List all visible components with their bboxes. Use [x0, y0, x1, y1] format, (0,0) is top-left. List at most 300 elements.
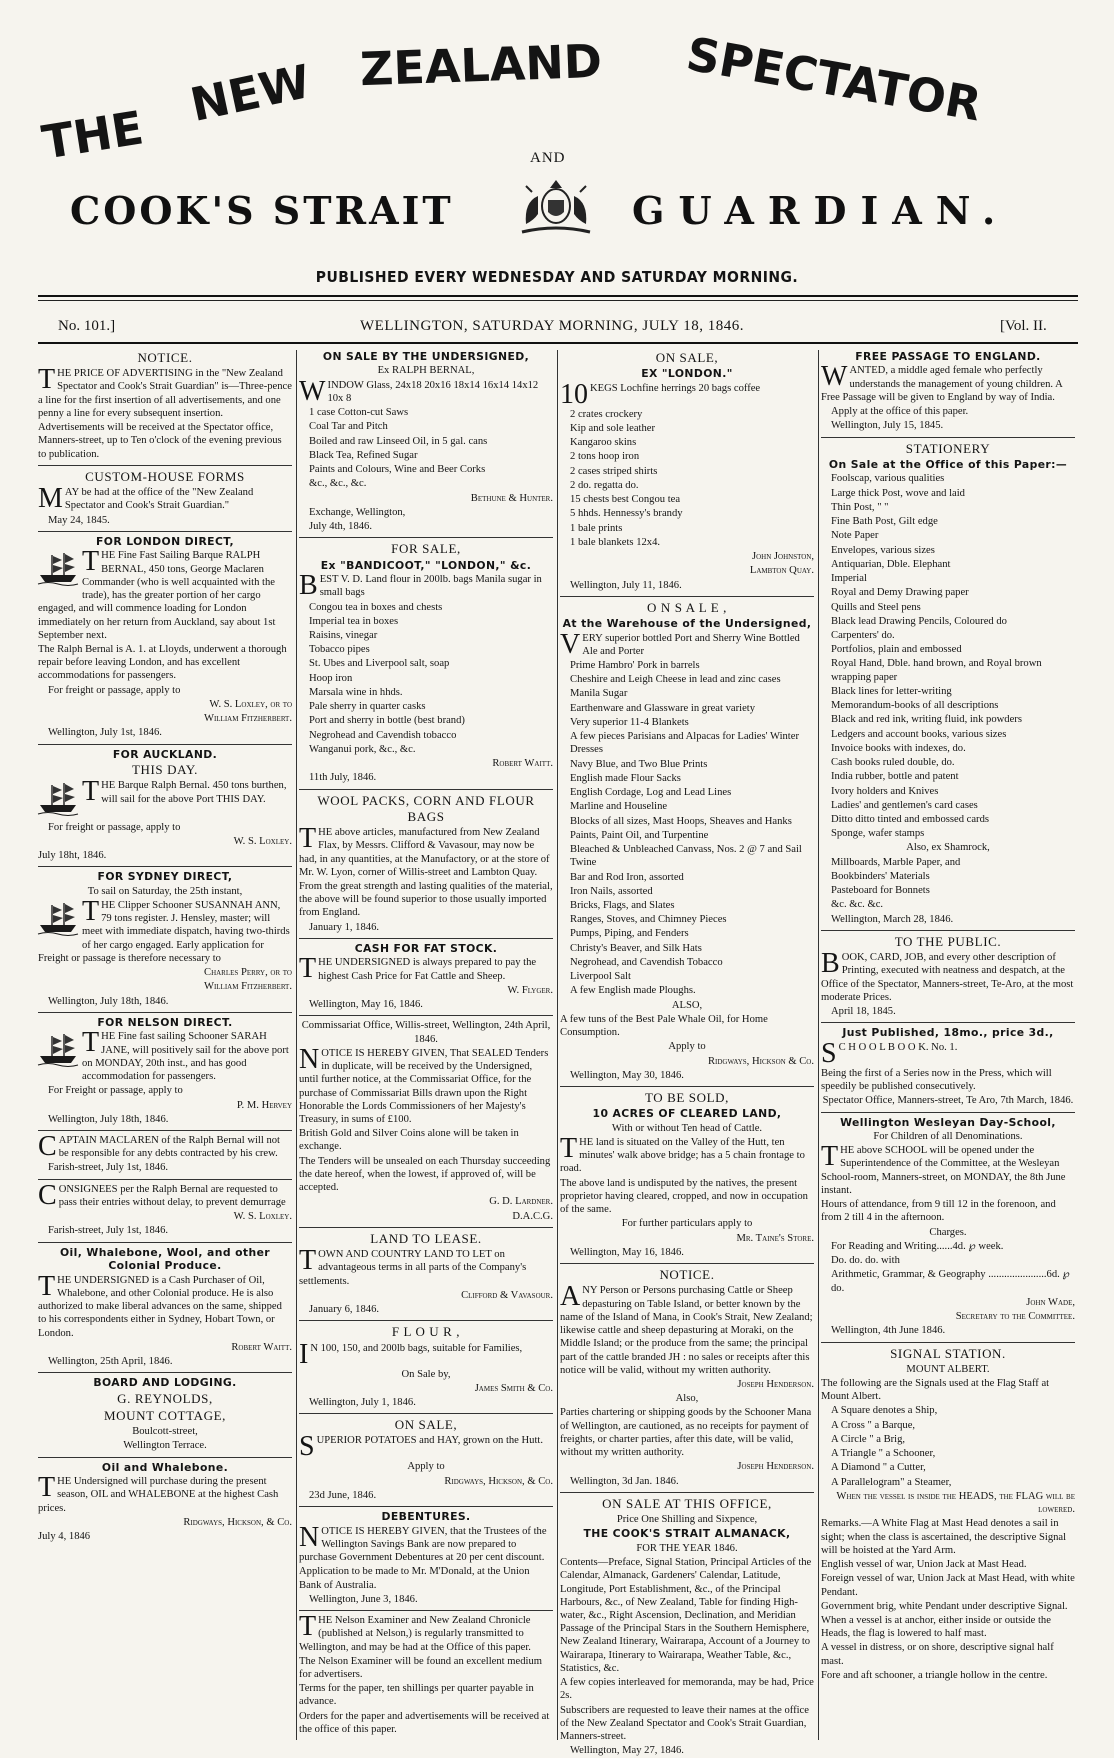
column-2 — [299, 350, 553, 1740]
advertisement-body — [299, 375, 553, 407]
item-line: Pasteboard for Bonnets — [831, 885, 930, 897]
section-divider — [299, 1610, 553, 1611]
item-line: Negrohead, and Cavendish Tobacco — [570, 956, 723, 968]
item-line: A Square denotes a Ship, — [831, 1405, 938, 1417]
item-line: Portfolios, plain and embossed — [831, 644, 962, 656]
item-line: Wellington, July 1st, 1846. — [48, 727, 162, 739]
advertisement-text: N 100, 150, and 200lb bags, suitable for Families, — [310, 1342, 523, 1354]
publication-schedule: PUBLISHED EVERY WEDNESDAY AND SATURDAY MORNING. — [315, 268, 799, 286]
item-line: &c., &c., &c. — [309, 478, 367, 490]
item-line: 1 bale blankets 12x4. — [570, 536, 661, 548]
paragraph: The Tenders will be unsealed on each Thursday succeeding the date hereof, when the lowest, if approved of, will be accepted. — [299, 1155, 551, 1194]
advertisement-heading: MOUNT COTTAGE, — [104, 1407, 226, 1423]
centered-line: For further particulars apply to — [621, 1218, 753, 1230]
advertisement-body — [299, 1245, 553, 1288]
signature-line: Charles Perry, or to — [204, 967, 292, 979]
item-line: Bookbinders' Materials — [831, 870, 930, 882]
paragraph: Fore and aft schooner, a triangle hollow in the centre. — [821, 1669, 1048, 1681]
drop-cap: 10 — [560, 378, 588, 410]
drop-cap: W — [299, 375, 326, 407]
item-line: Manila Sugar — [570, 688, 628, 700]
advertisement-text: UPERIOR POTATOES and HAY, grown on the Hutt. — [316, 1435, 544, 1447]
section-divider — [821, 1342, 1075, 1343]
section-divider — [38, 866, 292, 867]
volume-number: [Vol. II. — [1000, 318, 1047, 334]
item-line: Boiled and raw Linseed Oil, in 5 gal. cans — [309, 435, 488, 447]
item-line: 11th July, 1846. — [309, 772, 377, 784]
item-line: Wellington, May 30, 1846. — [570, 1069, 684, 1081]
advertisement-heading: On Sale at the Office of this Paper:— — [828, 457, 1068, 471]
paragraph: Hours of attendance, from 9 till 12 in the forenoon, and from 2 till 4 in the afternoon. — [821, 1199, 1056, 1224]
drop-cap: T — [38, 364, 56, 396]
item-line: 2 crates crockery — [570, 408, 643, 420]
paragraph: English vessel of war, Union Jack at Mast Head. — [821, 1559, 1027, 1571]
item-line: A few English made Ploughs. — [570, 985, 696, 997]
advertisement-text: HE Undersigned will purchase during the present season, OIL and WHALEBONE at the highest Cash prices. — [38, 1476, 279, 1514]
dateline — [0, 318, 1114, 340]
centered-line: Wellington Terrace. — [123, 1440, 207, 1452]
drop-cap: T — [38, 1472, 56, 1504]
centered-line: FOR THE YEAR 1846. — [636, 1542, 738, 1554]
signature-line: Clifford & Vavasour. — [461, 1289, 553, 1301]
masthead-rule — [38, 295, 1078, 297]
advertisement-heading: ON SALE, — [655, 350, 719, 365]
item-line: Tobacco pipes — [309, 644, 370, 656]
advertisement-text: OTICE IS HEREBY GIVEN, that the Trustees of the Wellington Savings Bank are now prepared to purchase Government Debentures at 20 per cent discount. — [299, 1525, 547, 1564]
advertisement-heading: TO THE PUBLIC. — [894, 933, 1002, 949]
masthead-and: AND — [530, 150, 566, 166]
item-line: Wellington, July 15, 1845. — [831, 420, 944, 432]
item-line: Foolscap, various qualities — [831, 473, 945, 485]
section-divider — [38, 1372, 292, 1373]
section-divider — [299, 1320, 553, 1321]
centered-line: Apply to — [668, 1041, 706, 1053]
item-line: Ditto ditto tinted and embossed cards — [831, 814, 989, 826]
section-divider — [38, 1179, 292, 1180]
item-line: Iron Nails, assorted — [570, 885, 653, 897]
paragraph: A vessel in distress, or on shore, descriptive signal half mast. — [821, 1642, 1054, 1667]
centered-line: Boulcott-street, — [132, 1426, 198, 1438]
sailing-ship-icon — [38, 1032, 78, 1070]
advertisement-text: ERY superior bottled Port and Sherry Wine Bottled Ale and Porter — [582, 632, 800, 657]
masthead-word-spectator: SPECTATOR — [682, 26, 986, 132]
advertisement-heading: SIGNAL STATION. — [890, 1345, 1006, 1361]
advertisement-heading: NOTICE. — [659, 1267, 715, 1283]
item-line: Paints and Colours, Wine and Beer Corks — [309, 464, 486, 476]
advertisement-body — [299, 1521, 553, 1565]
drop-cap: B — [299, 570, 318, 602]
masthead — [0, 0, 1114, 233]
advertisement-body — [560, 1281, 814, 1377]
item-line: A Cross " a Barque, — [831, 1419, 916, 1431]
advertisement-body — [560, 628, 814, 660]
item-line: Christy's Beaver, and Silk Hats — [570, 942, 702, 954]
columns — [38, 350, 1078, 1757]
advertisement-body — [299, 1338, 553, 1370]
signature-line: William Fitzherbert. — [203, 713, 292, 725]
signature-line: W. S. Loxley. — [233, 1211, 292, 1223]
item-line: Royal Hand, Dble. hand brown, and Royal brown wrapping paper — [831, 658, 1042, 683]
ship-advertisement — [38, 776, 292, 819]
paragraph: Remarks.—A White Flag at Mast Head denotes a sail in sight; when the class is ascertained, the descriptive Signal will be hoisted at the Yard Arm. — [821, 1518, 1067, 1556]
signature-line: When the vessel is inside the HEADS, the FLAG will be lowered. — [836, 1490, 1075, 1516]
item-line: 1 case Cotton-cut Saws — [309, 407, 409, 419]
item-line: July 4th, 1846. — [309, 521, 372, 533]
item-line: Wellington, March 28, 1846. — [831, 913, 954, 925]
drop-cap: M — [38, 483, 63, 515]
paragraph: Being the first of a Series now in the Press, which will speedily be published consecutively. — [821, 1067, 1052, 1093]
drop-cap: W — [821, 361, 848, 393]
signature-line: G. D. Lardner. — [489, 1196, 553, 1208]
advertisement-body — [299, 1043, 553, 1126]
advertisement-text: HE Clipper Schooner SUSANNAH ANN, 79 tons register. J. Hensley, master; will meet with immediate dispatch, having two-thirds of her cargo engaged. Early application for Freight or passage is therefore necessary to — [38, 900, 290, 964]
advertisement-heading: FOR SYDNEY DIRECT, — [97, 870, 233, 884]
drop-cap: A — [560, 1281, 581, 1313]
section-divider — [299, 938, 553, 939]
advertisement-heading: G. REYNOLDS, — [117, 1390, 213, 1406]
sailing-ship-icon — [38, 551, 78, 589]
advertisement-heading: STATIONERY — [905, 440, 991, 456]
section-divider — [299, 1506, 553, 1507]
paragraph: A few copies interleaved for memoranda, may be had, Price 2s. — [560, 1677, 814, 1702]
centered-line: Commissariat Office, Willis-street, Wellington, 24th April, 1846. — [301, 1020, 551, 1045]
drop-cap: S — [299, 1431, 315, 1463]
item-line: Wellington, 3d Jan. 1846. — [570, 1475, 679, 1487]
advertisement-heading: FOR NELSON DIRECT. — [97, 1015, 233, 1029]
paragraph: A few tuns of the Best Pale Whale Oil, for Home Consumption. — [560, 1013, 768, 1039]
drop-cap: N — [299, 1043, 320, 1075]
item-line: 2 tons hoop iron — [570, 451, 640, 463]
drop-cap: C — [38, 1179, 57, 1211]
item-line: Wellington, July 1, 1846. — [309, 1397, 416, 1408]
item-line: Port and sherry in bottle (best brand) — [309, 715, 465, 727]
advertisement-text: KEGS Lochfine herrings 20 bags coffee — [590, 382, 761, 394]
advertisement-heading: DEBENTURES. — [381, 1510, 471, 1524]
item-line: For freight or passage, apply to — [48, 684, 181, 696]
item-line: Exchange, Wellington, — [309, 506, 406, 518]
item-line: Bleached & Unbleached Canvass, Nos. 2 @ 7 and Sail Twine — [570, 844, 802, 869]
item-line: Paints, Paint Oil, and Turpentine — [570, 829, 709, 841]
item-line: Large thick Post, wove and laid — [831, 487, 965, 499]
item-line: Note Paper — [831, 530, 879, 542]
item-line: Wellington, May 16, 1846. — [570, 1246, 684, 1258]
drop-cap: B — [821, 948, 840, 980]
item-line: Wellington, May 27, 1846. — [570, 1745, 684, 1757]
advertisement-body — [299, 1611, 553, 1654]
item-line: Prime Hambro' Pork in barrels — [570, 659, 700, 671]
item-line: Congou tea in boxes and chests — [309, 601, 443, 613]
drop-cap: T — [299, 953, 317, 985]
advertisement-heading: 10 ACRES OF CLEARED LAND, — [592, 1107, 782, 1121]
issue-number: No. 101.] — [58, 318, 116, 334]
item-line: 2 do. regatta do. — [570, 479, 639, 491]
item-line: 2 cases striped shirts — [570, 465, 658, 477]
paragraph: British Gold and Silver Coins alone will be taken in exchange. — [299, 1128, 519, 1153]
masthead-cooks-strait: COOK'S STRAIT — [70, 188, 454, 233]
signature-line: Ridgways, Hickson, & Co. — [183, 1516, 292, 1528]
signature-line: Robert Waitt. — [231, 1341, 292, 1353]
item-line: Arithmetic, Grammar, & Geography ......................6d. ℘ do. — [831, 1269, 1070, 1294]
drop-cap: T — [82, 776, 100, 808]
section-divider — [38, 1012, 292, 1013]
advertisement-heading: NOTICE. — [137, 350, 193, 365]
advertisement-text: OTICE IS HEREBY GIVEN, That SEALED Tenders in duplicate, will be received by the Undersigned, until further notice, at the Commissariat Office, for the purchase of Commissariat Bills drawn upon the Right Honorable the Lords Commissioners of her Majesty's Treasury, in sums of £100. — [299, 1047, 549, 1125]
centered-line: Charges. — [929, 1226, 967, 1238]
advertisement-text: ONSIGNEES per the Ralph Bernal are requested to pass their entries without delay, to prevent demurrage — [58, 1183, 286, 1208]
advertisement-text: AY be had at the office of the "New Zealand Spectator and Cook's Strait Guardian." — [64, 487, 254, 512]
item-line: Liverpool Salt — [570, 971, 631, 983]
signature-line: Ridgways, Hickson & Co. — [707, 1055, 814, 1067]
masthead-rule-thin — [38, 300, 1078, 301]
item-line: A Triangle " a Schooner, — [831, 1448, 936, 1460]
advertisement-body — [38, 1270, 292, 1340]
advertisement-heading: TO BE SOLD, — [644, 1090, 729, 1106]
item-line: Carpenters' do. — [831, 629, 895, 641]
paragraph: Subscribers are requested to leave their names at the office of the New Zealand Spectator and Cook's Strait Guardian, Manners-street. — [560, 1704, 809, 1743]
advertisement-body — [821, 948, 1075, 1004]
masthead-word-the: THE — [38, 100, 147, 170]
item-line: Invoice books with indexes, do. — [831, 742, 966, 754]
advertisement-text: NY Person or Persons purchasing Cattle or Sheep depasturing on Table Island, or better known by the name of the Island of Mana, in Cook's Strait, New Zealand; likewise cattle and sheep depasturing at Moraki, on the Middle Island; or the produce from the same; the principal part of the cattle branded JH : no sales or receipts after this notice will be valid, without my written authority. — [560, 1285, 813, 1376]
centered-line: For Children of all Denominations. — [873, 1130, 1023, 1142]
item-line: Wellington, 25th April, 1846. — [48, 1356, 173, 1368]
signature-line: Secretary to the Committee. — [955, 1311, 1075, 1323]
section-divider — [299, 1413, 553, 1414]
ship-advertisement — [38, 1027, 292, 1083]
advertisement-body — [821, 1037, 1075, 1069]
royal-crest-icon — [508, 174, 604, 240]
advertisement-text: HE Fine Fast Sailing Barque RALPH BERNAL, 450 tons, George Maclaren Commander (who is well acquainted with the trade), has the greater portion of her cargo engaged, and will commence loading for London immediately on her return from Auckland, say about 1st September next. — [38, 550, 276, 641]
item-line: For freight or passage, apply to — [48, 821, 181, 833]
advertisement-text: ANTED, a middle aged female who perfectly understands the management of young children. A Free Passage will be given to England by way of India. — [821, 365, 1063, 403]
item-line: Cheshire and Leigh Cheese in lead and zinc cases — [570, 674, 781, 686]
item-line: Quills and Steel pens — [831, 601, 921, 613]
item-line: 23d June, 1846. — [309, 1489, 377, 1501]
item-line: For Freight or passage, apply to — [48, 1085, 183, 1097]
signature-line: P. M. Hervey — [236, 1099, 292, 1111]
paragraph: Advertisements will be received at the Spectator office, Manners-street, up to Ten o'clock of the evening previous to publication. — [38, 422, 282, 460]
advertisement-heading: Oil and Whalebone. — [101, 1460, 229, 1474]
centered-line: Price One Shilling and Sixpence, — [616, 1514, 758, 1526]
advertisement-text: APTAIN MACLAREN of the Ralph Bernal will not be responsible for any debts contracted by his crew. — [58, 1135, 280, 1160]
paragraph: Contents—Preface, Signal Station, Principal Articles of the Calendar, Almanack, Gardeners' Calendar, Latitude, Longitude, Port Establishment, &c., of the Principal Harbours, &c., of New Zealand, Table for finding High-water, &c., Right Ascension, Declination, and Meridian Passage of the Principal Stars in the Southern Hemisphere, New Zealand Itinerary, Wairarapa, Account of a Journey to Wairarapa, Itinerary to Wairarapa, Weather Table, &c., Statistics, &c. — [560, 1557, 812, 1674]
signature-line: John Johnston, — [751, 551, 814, 563]
paragraph: Government brig, white Pendant under descriptive Signal. — [821, 1600, 1068, 1612]
advertisement-body — [821, 1141, 1075, 1197]
advertisement-heading: THE COOK'S STRAIT ALMANACK, — [583, 1527, 791, 1541]
item-line: Wellington, 4th June 1846. — [831, 1325, 946, 1337]
advertisement-text: HE Fine fast sailing Schooner SARAH JANE, will positively sail for the above port on MONDAY, 20th inst., and has good accommodation for passengers. — [82, 1031, 289, 1083]
drop-cap: T — [82, 896, 100, 927]
drop-cap: T — [82, 546, 100, 578]
advertisement-heading: Just Published, 18mo., price 3d., — [842, 1026, 1054, 1040]
advertisement-body — [560, 378, 814, 410]
signature-line: W. Flyger. — [507, 984, 553, 996]
item-line: Imperial — [831, 573, 867, 585]
item-line: English made Flour Sacks — [570, 772, 681, 784]
advertisement-heading: Oil, Whalebone, Wool, and other Colonial Produce. — [59, 1245, 271, 1273]
column-1 — [38, 350, 292, 1740]
item-line: Memorandum-books of all descriptions — [831, 700, 999, 712]
item-line: A few pieces Parisians and Alpacas for Ladies' Winter Dresses — [570, 731, 799, 756]
item-line: Black Tea, Refined Sugar — [309, 449, 418, 461]
drop-cap: T — [299, 823, 317, 855]
item-line: Blocks of all sizes, Mast Hoops, Sheaves and Hanks — [570, 815, 792, 827]
advertisement-body — [38, 1179, 292, 1211]
item-line: Wellington, June 3, 1846. — [309, 1593, 418, 1605]
advertisement-heading: THIS DAY. — [131, 762, 199, 778]
signature-line: William Fitzherbert. — [203, 981, 292, 993]
issue-date: WELLINGTON, SATURDAY MORNING, JULY 18, 1846. — [360, 318, 744, 334]
item-line: Do. do. do. with — [831, 1255, 900, 1267]
item-line: St. Ubes and Liverpool salt, soap — [309, 658, 450, 670]
item-line: &c. &c. &c. — [831, 899, 884, 911]
item-line: Ranges, Stoves, and Chimney Pieces — [570, 914, 727, 926]
item-line: For Reading and Writing......4d. ℘ week. — [831, 1240, 1004, 1252]
signature-line: John Wade, — [1026, 1296, 1075, 1308]
centered-line: Also, — [675, 1393, 699, 1405]
signature-line: W. S. Loxley, or to — [209, 698, 292, 710]
advertisement-heading: At the Warehouse of the Undersigned, — [562, 617, 812, 631]
advertisement-heading: LAND TO LEASE. — [370, 1230, 482, 1246]
section-divider — [38, 531, 292, 532]
item-line: Bricks, Flags, and Slates — [570, 899, 675, 911]
advertisement-body — [38, 364, 292, 420]
item-line: Raisins, vinegar — [309, 629, 378, 641]
drop-cap: T — [299, 1245, 317, 1277]
advertisement-body — [38, 1131, 292, 1162]
section-divider — [299, 1015, 553, 1016]
item-line: Sponge, wafer stamps — [831, 828, 925, 840]
sailing-ship-icon — [38, 781, 78, 819]
item-line: Ladies' and gentlemen's card cases — [831, 799, 978, 811]
column-3 — [560, 350, 814, 1757]
item-line: Wellington, July 18th, 1846. — [48, 995, 169, 1007]
advertisement-body — [299, 953, 553, 985]
item-line: Fine Bath Post, Gilt edge — [831, 516, 938, 528]
item-line: Earthenware and Glassware in great variety — [570, 702, 756, 714]
item-line: 15 chests best Congou tea — [570, 494, 681, 506]
advertisement-body — [299, 823, 553, 879]
signature-line: W. S. Loxley. — [233, 835, 292, 847]
section-divider — [560, 596, 814, 597]
advertisement-body — [299, 1431, 553, 1463]
masthead-word-new: NEW — [185, 54, 315, 132]
item-line: May 24, 1845. — [48, 514, 110, 526]
advertisement-heading: Ex "BANDICOOT," "LONDON," &c. — [320, 558, 532, 572]
section-divider — [299, 1227, 553, 1228]
signature-line: Joseph Henderson. — [737, 1461, 814, 1473]
sailing-ship-icon — [38, 901, 78, 939]
item-line: English Cordage, Log and Lead Lines — [570, 787, 732, 799]
paragraph: Orders for the paper and advertisements will be received at the office of this paper. — [299, 1710, 550, 1735]
item-line: Marsala wine in hhds. — [309, 686, 403, 698]
item-line: Kangaroo skins — [570, 437, 637, 449]
item-line: Black lead Drawing Pencils, Coloured do — [831, 615, 1007, 627]
item-line: A Diamond " a Cutter, — [831, 1462, 926, 1474]
section-divider — [821, 437, 1075, 438]
paragraph: Foreign vessel of war, Union Jack at Mast Head, with white Pendant. — [821, 1573, 1075, 1598]
item-line: Farish-street, July 1st, 1846. — [48, 1162, 169, 1174]
paragraph: From the great strength and lasting qualities of the material, the above will be found superior to those usually imported from England. — [299, 880, 553, 919]
advertisement-text: HE above articles, manufactured from New Zealand Flax, by Messrs. Clifford & Vavasour, may now be had, in any quantities, at the Manufactory, or at the store of Mr. W. Lyon, corner of Willis-street and Lambton Quay. — [299, 827, 550, 878]
drop-cap: S — [821, 1037, 837, 1069]
drop-cap: C — [38, 1131, 57, 1162]
section-divider — [560, 1492, 814, 1493]
drop-cap: T — [82, 1027, 100, 1059]
centered-line: Also, ex Shamrock, — [906, 842, 990, 854]
drop-cap: T — [560, 1132, 578, 1164]
signature-line: Mr. Taine's Store. — [736, 1232, 814, 1244]
advertisement-text: HE Nelson Examiner and New Zealand Chronicle (published at Nelson,) is regularly transmitted to Wellington, and may be had at the Office of this paper. — [299, 1615, 531, 1653]
advertisement-text: INDOW Glass, 24x18 20x16 18x14 16x14 14x12 10x 8 — [327, 379, 539, 404]
centered-line: ALSO, — [671, 999, 703, 1011]
paragraph: Terms for the paper, ten shillings per quarter payable in advance. — [299, 1683, 534, 1708]
paragraph: The Ralph Bernal is A. 1. at Lloyds, underwent a thorough repair before leaving London, and has excellent accommodations for passengers. — [38, 643, 287, 682]
item-line: Hoop iron — [309, 672, 353, 684]
centered-line: MOUNT ALBERT. — [906, 1363, 990, 1375]
item-line: Farish-street, July 1st, 1846. — [48, 1225, 169, 1237]
item-line: Royal and Demy Drawing paper — [831, 587, 969, 599]
item-line: Imperial tea in boxes — [309, 615, 399, 627]
advertisement-heading: WOOL PACKS, CORN AND FLOUR BAGS — [317, 792, 535, 824]
paragraph: July 18ht, 1846. — [38, 850, 107, 862]
masthead-guardian: GUARDIAN. — [632, 188, 1010, 233]
item-line: India rubber, bottle and patent — [831, 771, 959, 783]
centered-line: Spectator Office, Manners-street, Te Aro, 7th March, 1846. — [822, 1095, 1074, 1107]
advertisement-heading: BOARD AND LODGING. — [93, 1376, 237, 1390]
paragraph: When a vessel is at anchor, either inside or outside the Heads, the flag is lowered to half mast. — [821, 1614, 1051, 1640]
advertisement-heading: ON SALE, — [394, 1417, 458, 1433]
item-line: Pale sherry in quarter casks — [309, 701, 426, 713]
advertisement-heading: F L O U R , — [391, 1324, 461, 1340]
section-divider — [560, 1086, 814, 1087]
drop-cap: T — [821, 1141, 839, 1173]
advertisement-text: HE UNDERSIGNED is always prepared to pay the highest Cash Price for Fat Cattle and Sheep. — [318, 957, 537, 982]
drop-cap: V — [560, 628, 581, 660]
paragraph: The Nelson Examiner will be found an excellent medium for advertisers. — [299, 1655, 542, 1681]
item-line: Envelopes, various sizes — [831, 544, 935, 556]
advertisement-heading: EX "LONDON." — [641, 367, 733, 381]
item-line: Millboards, Marble Paper, and — [831, 856, 961, 868]
section-divider — [38, 1242, 292, 1243]
paragraph: The following are the Signals used at the Flag Staff at Mount Albert. — [821, 1377, 1050, 1403]
advertisement-heading: O N S A L E , — [647, 599, 727, 615]
signature-line: Robert Waitt. — [492, 758, 553, 770]
signature-line: Ridgways, Hickson, & Co. — [444, 1475, 553, 1487]
advertisement-heading: Wellington Wesleyan Day-School, — [840, 1115, 1056, 1129]
item-line: Antiquarian, Dble. Elephant — [831, 558, 951, 570]
centered-line: With or without Ten head of Cattle. — [611, 1122, 763, 1134]
item-line: Wellington, May 16, 1846. — [309, 999, 423, 1011]
advertisement-heading: ON SALE AT THIS OFFICE, — [602, 1495, 772, 1511]
advertisement-body — [560, 1132, 814, 1176]
centered-line: Ex RALPH BERNAL, — [377, 365, 475, 377]
item-line: Apply at the office of this paper. — [831, 406, 969, 418]
centered-line: To sail on Saturday, the 25th instant, — [87, 885, 243, 897]
item-line: Coal Tar and Pitch — [309, 421, 388, 433]
advertisement-heading: FOR LONDON DIRECT, — [96, 534, 234, 548]
section-divider — [299, 789, 553, 790]
drop-cap: N — [299, 1521, 320, 1553]
advertisement-body — [299, 570, 553, 602]
signature-line: Bethune & Hunter. — [470, 492, 553, 504]
section-divider — [560, 1263, 814, 1264]
masthead-word-zealand: ZEALAND — [359, 33, 603, 97]
advertisement-text: EST V. D. Land flour in 200lb. bags Manila sugar in small bags — [319, 574, 542, 599]
signature-line: Joseph Henderson. — [737, 1378, 814, 1390]
advertisement-heading: CASH FOR FAT STOCK. — [354, 941, 498, 955]
